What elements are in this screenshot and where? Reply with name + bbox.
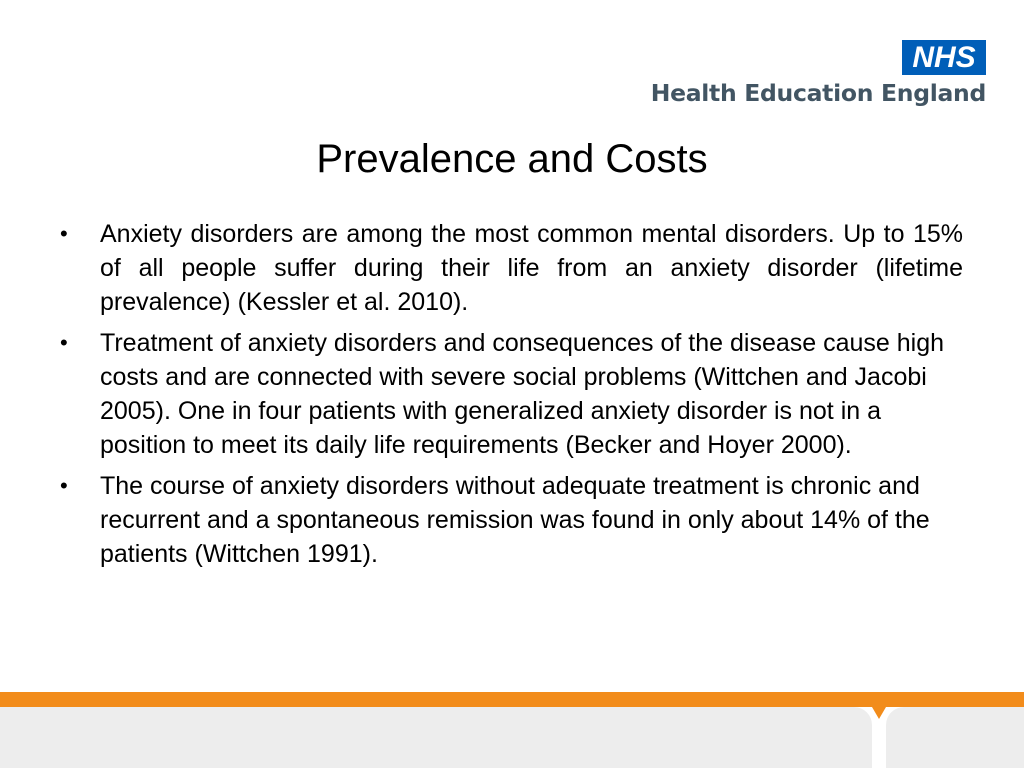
bullet-text: Treatment of anxiety disorders and consequences of the disease cause high costs and are connected with severe social problems (Wittchen and Jacobi 2005). One in four patients with generalized anxiety disorder is not in a position to meet its daily life requirements (Becker and Hoyer 2000). [100, 329, 945, 459]
bullet-item [60, 469, 963, 571]
bullet-text: The course of anxiety disorders without adequate treatment is chronic and recurrent and a spontaneous remission was found in only about 14% of the patients (Wittchen 1991). [100, 472, 930, 568]
bullet-list [60, 217, 963, 578]
bullet-text: Anxiety disorders are among the most common mental disorders. Up to 15% of all people suffer during their life from an anxiety disorder (lifetime prevalence) (Kessler et al. 2010). [100, 220, 963, 316]
bullet-point-icon: • [60, 473, 68, 498]
footer-panel-left [0, 707, 872, 768]
slide-title: Prevalence and Costs [316, 137, 708, 181]
bullet-point-icon: • [60, 330, 68, 355]
footer-panel-right [886, 707, 1024, 768]
nhs-badge: NHS [902, 40, 986, 75]
bullet-item [60, 217, 963, 319]
bullet-point-icon: • [60, 221, 68, 246]
nhs-hee-logo [626, 40, 986, 112]
footer-orange-bar [0, 692, 1024, 707]
organisation-name: Health Education England [650, 79, 986, 107]
bullet-item [60, 326, 963, 462]
footer-notch [872, 707, 886, 719]
